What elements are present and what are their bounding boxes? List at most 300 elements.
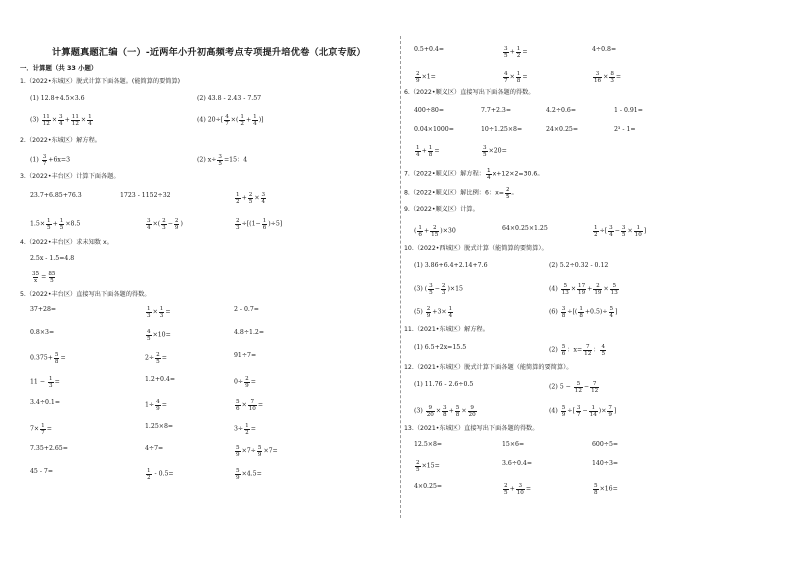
math-expression: [414, 381, 473, 390]
fraction-denominator: 20: [426, 412, 434, 418]
math-expression: [414, 225, 456, 238]
fraction-denominator: 13: [610, 290, 618, 296]
expression-text: ×8.5: [65, 220, 81, 228]
expression-text: (2) 5 −: [549, 383, 573, 391]
math-expression: [502, 460, 532, 469]
expression-text: 4.2÷0.6=: [546, 107, 577, 114]
expression-text: =: [250, 378, 256, 386]
fraction: [426, 306, 432, 319]
math-expression: [549, 262, 608, 271]
fraction-denominator: 8: [579, 313, 583, 319]
fraction-numerator: 7: [608, 405, 612, 411]
fraction-denominator: 5: [505, 194, 510, 200]
question-heading: [404, 89, 535, 98]
math-expression: [197, 114, 264, 127]
expression-text: +6x=3: [48, 156, 71, 164]
fraction: [217, 154, 223, 167]
fraction-numerator: 3: [576, 405, 581, 411]
fraction-numerator: 85: [48, 271, 56, 277]
fraction-denominator: 9: [416, 78, 420, 84]
fraction-denominator: x: [33, 278, 38, 284]
fraction: [239, 114, 245, 127]
math-expression: [592, 225, 646, 238]
fraction: [600, 344, 606, 357]
fraction: [155, 399, 161, 412]
expression-text: =: [41, 273, 47, 281]
fraction-denominator: 4: [487, 175, 491, 181]
fraction-numerator: 5: [594, 483, 598, 489]
fraction: [578, 306, 584, 319]
math-expression: [549, 283, 620, 296]
fraction-numerator: 8: [610, 71, 614, 77]
fraction-denominator: 12: [42, 121, 50, 127]
math-expression: [502, 225, 548, 234]
fraction-numerator: 3: [218, 154, 222, 160]
fraction-numerator: 4: [225, 114, 229, 120]
expression-text: ]: [613, 407, 617, 415]
fraction: [252, 114, 258, 127]
fraction: [428, 145, 434, 158]
expression-text: 2.（2022•东城区）解方程。: [20, 137, 101, 144]
fraction-denominator: 19: [594, 290, 602, 296]
question-heading: [404, 364, 572, 373]
fraction-numerator: 1: [240, 114, 244, 120]
math-expression: [234, 468, 262, 481]
expression-text: 1723 - 1152÷32: [120, 192, 171, 199]
expression-text: =: [46, 425, 52, 433]
fraction-numerator: 7: [250, 399, 255, 405]
column-divider: [400, 36, 401, 518]
expression-text: ×: [80, 116, 87, 124]
math-expression: [234, 329, 264, 338]
expression-text: =: [522, 73, 528, 81]
fraction-numerator: 4: [147, 329, 151, 335]
expression-text: −: [614, 227, 620, 235]
math-expression: [592, 71, 621, 84]
fraction-numerator: 1: [147, 468, 151, 474]
fraction-denominator: 4: [261, 199, 266, 205]
expression-text: 1.5×: [30, 220, 46, 228]
expression-text: ×20=: [488, 147, 507, 155]
math-expression: [234, 423, 256, 436]
math-expression: [30, 423, 52, 436]
question-heading: [404, 187, 518, 200]
expression-text: −: [582, 407, 588, 415]
fraction-denominator: 6: [418, 232, 422, 238]
expression-text: 12.（2021•东城区）脱式计算下面各题（能简算的要简算）。: [404, 364, 573, 371]
fraction-numerator: 4: [504, 71, 508, 77]
fraction-numerator: 17: [578, 283, 586, 289]
fraction-numerator: 1: [88, 114, 92, 120]
fraction-numerator: 2: [416, 71, 420, 77]
fraction-denominator: 9: [561, 412, 566, 418]
math-expression: [414, 460, 440, 473]
fraction: [593, 225, 599, 238]
fraction: [590, 381, 599, 394]
fraction-numerator: 2: [248, 192, 253, 198]
expression-text: )]: [258, 116, 264, 124]
expression-text: 15×6=: [502, 441, 525, 448]
expression-text: 0÷: [234, 378, 244, 386]
fraction: [146, 329, 152, 342]
fraction-denominator: 5: [483, 152, 487, 158]
fraction-numerator: 5: [455, 405, 460, 411]
expression-text: ×: [461, 407, 467, 415]
fraction: [54, 352, 60, 365]
expression-text: ÷[: [599, 227, 608, 235]
fraction-numerator: 3: [621, 225, 626, 231]
fraction-denominator: 12: [574, 388, 582, 394]
fraction-numerator: 1: [591, 405, 595, 411]
fraction-denominator: 5: [416, 467, 420, 473]
expression-text: −: [167, 220, 173, 228]
expression-text: (3) (: [414, 285, 428, 293]
fraction-numerator: 1: [47, 218, 51, 224]
fraction: [589, 405, 598, 418]
fraction-numerator: 2: [596, 283, 600, 289]
fraction-numerator: 5: [561, 405, 566, 411]
fraction-numerator: 2: [174, 218, 179, 224]
fraction: [415, 460, 421, 473]
expression-text: 4÷0.8=: [592, 46, 617, 53]
fraction: [248, 192, 254, 205]
fraction-numerator: 3: [443, 405, 447, 411]
fraction-denominator: 5: [248, 199, 253, 205]
math-expression: [234, 306, 259, 315]
math-expression: [614, 126, 636, 135]
fraction-numerator: 3: [483, 145, 487, 151]
fraction-denominator: 12: [584, 351, 592, 357]
fraction-denominator: 5: [621, 232, 626, 238]
fraction-denominator: 8: [561, 313, 566, 319]
math-expression: [502, 46, 528, 59]
fraction-numerator: 2: [426, 306, 431, 312]
question-heading: [20, 137, 101, 146]
expression-text: 4×0.25=: [414, 483, 443, 490]
expression-text: −: [434, 285, 440, 293]
fraction-denominator: 4: [88, 121, 92, 127]
expression-text: (2) 43.8 - 2.43 - 7.57: [197, 95, 262, 102]
fraction: [224, 114, 230, 127]
fraction-denominator: 16: [594, 78, 602, 84]
fraction-denominator: 9: [236, 452, 240, 458]
fraction: [441, 283, 447, 296]
fraction-numerator: 3: [609, 225, 613, 231]
math-expression: [414, 344, 466, 353]
expression-text: (1): [30, 156, 41, 164]
math-expression: [30, 468, 53, 477]
math-expression: [234, 399, 263, 412]
fraction-denominator: 5: [47, 225, 51, 231]
fraction-numerator: 1: [41, 423, 45, 429]
fraction: [87, 114, 93, 127]
math-expression: [414, 483, 442, 492]
fraction: [607, 405, 613, 418]
fraction-numerator: 2: [432, 225, 437, 231]
expression-text: (2): [549, 346, 560, 354]
fraction-denominator: 9: [608, 412, 612, 418]
fraction-denominator: 20: [468, 412, 476, 418]
expression-text: 6.（2022•顺义区）直接写出下面各题的得数。: [404, 89, 535, 96]
expression-text: +: [421, 147, 427, 155]
question-heading: [20, 173, 120, 182]
expression-text: ÷[: [567, 407, 575, 415]
fraction: [608, 225, 614, 238]
fraction-denominator: 8: [594, 490, 598, 496]
fraction: [235, 445, 241, 458]
fraction-denominator: 2: [236, 199, 240, 205]
math-expression: [592, 46, 616, 55]
question-heading: [404, 245, 548, 254]
fraction: [430, 225, 439, 238]
expression-text: ：: [593, 346, 600, 354]
fraction-numerator: 5: [609, 306, 614, 312]
expression-text: 1.（2022•东城区）脱式计算下面各题。(能简算的要简算): [20, 78, 181, 85]
fraction: [235, 192, 241, 205]
expression-text: 0.375+: [30, 354, 53, 362]
fraction: [46, 218, 52, 231]
fraction: [261, 192, 267, 205]
math-expression: [481, 107, 511, 116]
fraction: [42, 154, 48, 167]
expression-text: =: [522, 48, 528, 56]
expression-text: 600÷5=: [592, 441, 619, 448]
fraction-denominator: 7: [504, 78, 508, 84]
fraction-numerator: 5: [236, 445, 240, 451]
fraction-numerator: 9: [470, 405, 474, 411]
expression-text: 1.25×8=: [145, 423, 174, 430]
fraction-denominator: 3: [147, 313, 151, 319]
fraction-denominator: 4: [609, 313, 614, 319]
expression-text: (1) 6.5+2x=15.5: [414, 344, 467, 351]
expression-text: =: [615, 73, 622, 81]
expression-text: 10÷1.25×8=: [481, 126, 523, 133]
fraction-numerator: 35: [32, 271, 40, 277]
question-heading: [404, 425, 538, 434]
fraction-numerator: 7: [592, 381, 597, 387]
math-expression: [592, 441, 618, 450]
expression-text: ]: [615, 308, 618, 316]
fraction-denominator: 2: [594, 232, 598, 238]
expression-text: (1) 3.86+6.4+2.14+7.6: [414, 262, 488, 269]
math-expression: [592, 483, 618, 496]
expression-text: ]: [643, 227, 647, 235]
math-expression: [30, 255, 74, 264]
expression-text: 1÷: [145, 401, 155, 409]
expression-text: 。: [511, 189, 518, 197]
expression-text: (1) 12.8+4.5×3.6: [30, 95, 85, 102]
expression-text: 5.（2022•丰台区）直接写出下面各题的得数。: [20, 291, 151, 298]
fraction: [574, 381, 583, 394]
fraction: [415, 145, 421, 158]
expression-text: +: [587, 285, 593, 293]
math-expression: [30, 154, 70, 167]
fraction: [426, 405, 435, 418]
expression-text: 4.8÷1.2=: [234, 329, 265, 336]
expression-text: )×: [598, 407, 607, 415]
expression-text: 10.（2022•西城区）脱式计算（能简算的要简算）。: [404, 245, 548, 252]
expression-text: 11.（2021•东城区）解方程。: [404, 326, 489, 333]
fraction-denominator: 3: [162, 225, 166, 231]
expression-text: ×: [627, 227, 633, 235]
expression-text: 3÷: [234, 425, 244, 433]
fraction-denominator: 10: [634, 232, 642, 238]
math-expression: [414, 262, 488, 271]
expression-text: ×7=: [263, 447, 278, 455]
math-expression: [549, 306, 617, 319]
expression-text: ÷[(1−: [241, 220, 261, 228]
expression-text: 2³ - 1=: [614, 126, 636, 133]
expression-text: +: [245, 116, 252, 124]
expression-text: 3.6÷0.4=: [502, 460, 533, 467]
fraction-denominator: 8: [428, 152, 433, 158]
expression-text: ×: [603, 285, 609, 293]
math-expression: [30, 306, 56, 315]
math-expression: [414, 107, 444, 116]
fraction-numerator: 11: [71, 114, 79, 120]
fraction-numerator: 2: [162, 218, 166, 224]
expression-text: ×: [241, 401, 247, 409]
expression-text: ÷[(: [567, 308, 578, 316]
fraction-numerator: 1: [245, 423, 249, 429]
expression-text: 0.04×1000=: [414, 126, 454, 133]
fraction-denominator: 3: [610, 78, 614, 84]
fraction: [59, 218, 65, 231]
fraction: [621, 225, 627, 238]
fraction-denominator: 7: [576, 412, 581, 418]
fraction-numerator: 1: [159, 306, 164, 312]
fraction-denominator: 6: [561, 351, 566, 357]
expression-text: 13.（2021•东城区）直接写出下面各题的得数。: [404, 425, 539, 432]
question-heading: [404, 206, 479, 215]
fraction-denominator: 9: [236, 475, 240, 481]
math-expression: [414, 306, 454, 319]
fraction-denominator: 9: [245, 383, 249, 389]
expression-text: =15：4: [223, 156, 248, 164]
fraction: [146, 218, 152, 231]
fraction: [577, 283, 586, 296]
fraction: [468, 405, 477, 418]
expression-text: 1.2+0.4=: [145, 376, 176, 383]
math-expression: [502, 441, 524, 450]
math-expression: [414, 283, 463, 296]
expression-text: 2.5x - 1.5=4.8: [30, 255, 75, 262]
math-expression: [546, 107, 576, 116]
expression-text: (2) 5.2÷0.32 - 0.12: [549, 262, 609, 269]
expression-text: +: [64, 116, 70, 124]
fraction: [58, 114, 64, 127]
fraction-numerator: 1: [448, 306, 453, 312]
expression-text: =: [161, 401, 167, 409]
fraction: [561, 405, 567, 418]
math-expression: [234, 192, 267, 205]
fraction-denominator: 3: [49, 383, 53, 389]
expression-text: 2 - 0.7=: [234, 306, 259, 313]
expression-text: ×16=: [599, 485, 618, 493]
fraction-numerator: 3: [595, 71, 600, 77]
math-expression: [414, 126, 454, 135]
fraction-denominator: 5: [218, 161, 222, 167]
expression-text: - 0.5=: [152, 470, 174, 478]
fraction-numerator: 1: [49, 376, 53, 382]
expression-text: 140÷3=: [592, 460, 619, 467]
fraction-numerator: 11: [42, 114, 50, 120]
math-expression: [234, 376, 256, 389]
fraction: [561, 283, 570, 296]
expression-text: ×: [51, 116, 58, 124]
fraction-numerator: 3: [147, 218, 151, 224]
expression-text: (4) 20÷[: [197, 116, 224, 124]
math-expression: [145, 376, 175, 385]
expression-text: ×: [435, 407, 442, 415]
fraction-denominator: 2: [245, 430, 249, 436]
fraction-denominator: 4: [448, 313, 453, 319]
fraction: [244, 423, 250, 436]
fraction-denominator: 9: [174, 225, 179, 231]
expression-text: (3): [30, 116, 41, 124]
expression-text: 1 - 0.91=: [614, 107, 643, 114]
fraction-denominator: 6: [236, 406, 240, 412]
math-expression: [30, 114, 94, 127]
fraction-numerator: 5: [563, 283, 568, 289]
fraction-numerator: 1: [516, 71, 521, 77]
fraction: [146, 468, 152, 481]
math-expression: [502, 483, 531, 496]
fraction: [257, 445, 263, 458]
section-heading: 一．计算题（共 33 小题）: [20, 64, 98, 72]
math-expression: [145, 218, 183, 231]
fraction: [146, 306, 152, 319]
fraction-numerator: 3: [429, 283, 433, 289]
fraction-numerator: 5: [236, 468, 240, 474]
expression-text: +: [448, 407, 454, 415]
fraction-denominator: 5: [156, 359, 160, 365]
expression-text: ×: [603, 73, 609, 81]
expression-text: +: [52, 220, 58, 228]
math-expression: [234, 352, 256, 361]
math-expression: [145, 329, 171, 342]
fraction: [609, 71, 615, 84]
math-expression: [414, 46, 444, 55]
fraction-denominator: 9: [156, 406, 160, 412]
expression-text: ×: [570, 285, 577, 293]
math-expression: [30, 192, 82, 201]
math-expression: [234, 445, 278, 458]
fraction-numerator: 3: [42, 154, 47, 160]
fraction-denominator: 4: [147, 225, 151, 231]
fraction-numerator: 1: [416, 145, 420, 151]
expression-text: )×15: [447, 285, 463, 293]
math-expression: [145, 468, 174, 481]
question-heading: [20, 78, 180, 87]
expression-text: =: [60, 354, 66, 362]
expression-text: ：x=: [567, 346, 583, 354]
expression-text: +: [241, 194, 247, 202]
fraction: [48, 376, 54, 389]
expression-text: +3×: [432, 308, 447, 316]
fraction: [486, 168, 492, 181]
fraction: [516, 46, 522, 59]
expression-text: =: [434, 147, 440, 155]
expression-text: x+12×2=30.6。: [492, 170, 544, 178]
fraction: [159, 306, 165, 319]
fraction-numerator: 5: [257, 445, 262, 451]
expression-text: =: [161, 354, 167, 362]
fraction-numerator: 3: [561, 306, 566, 312]
fraction-denominator: 3: [441, 290, 446, 296]
math-expression: [30, 399, 60, 408]
fraction-numerator: 9: [428, 405, 433, 411]
